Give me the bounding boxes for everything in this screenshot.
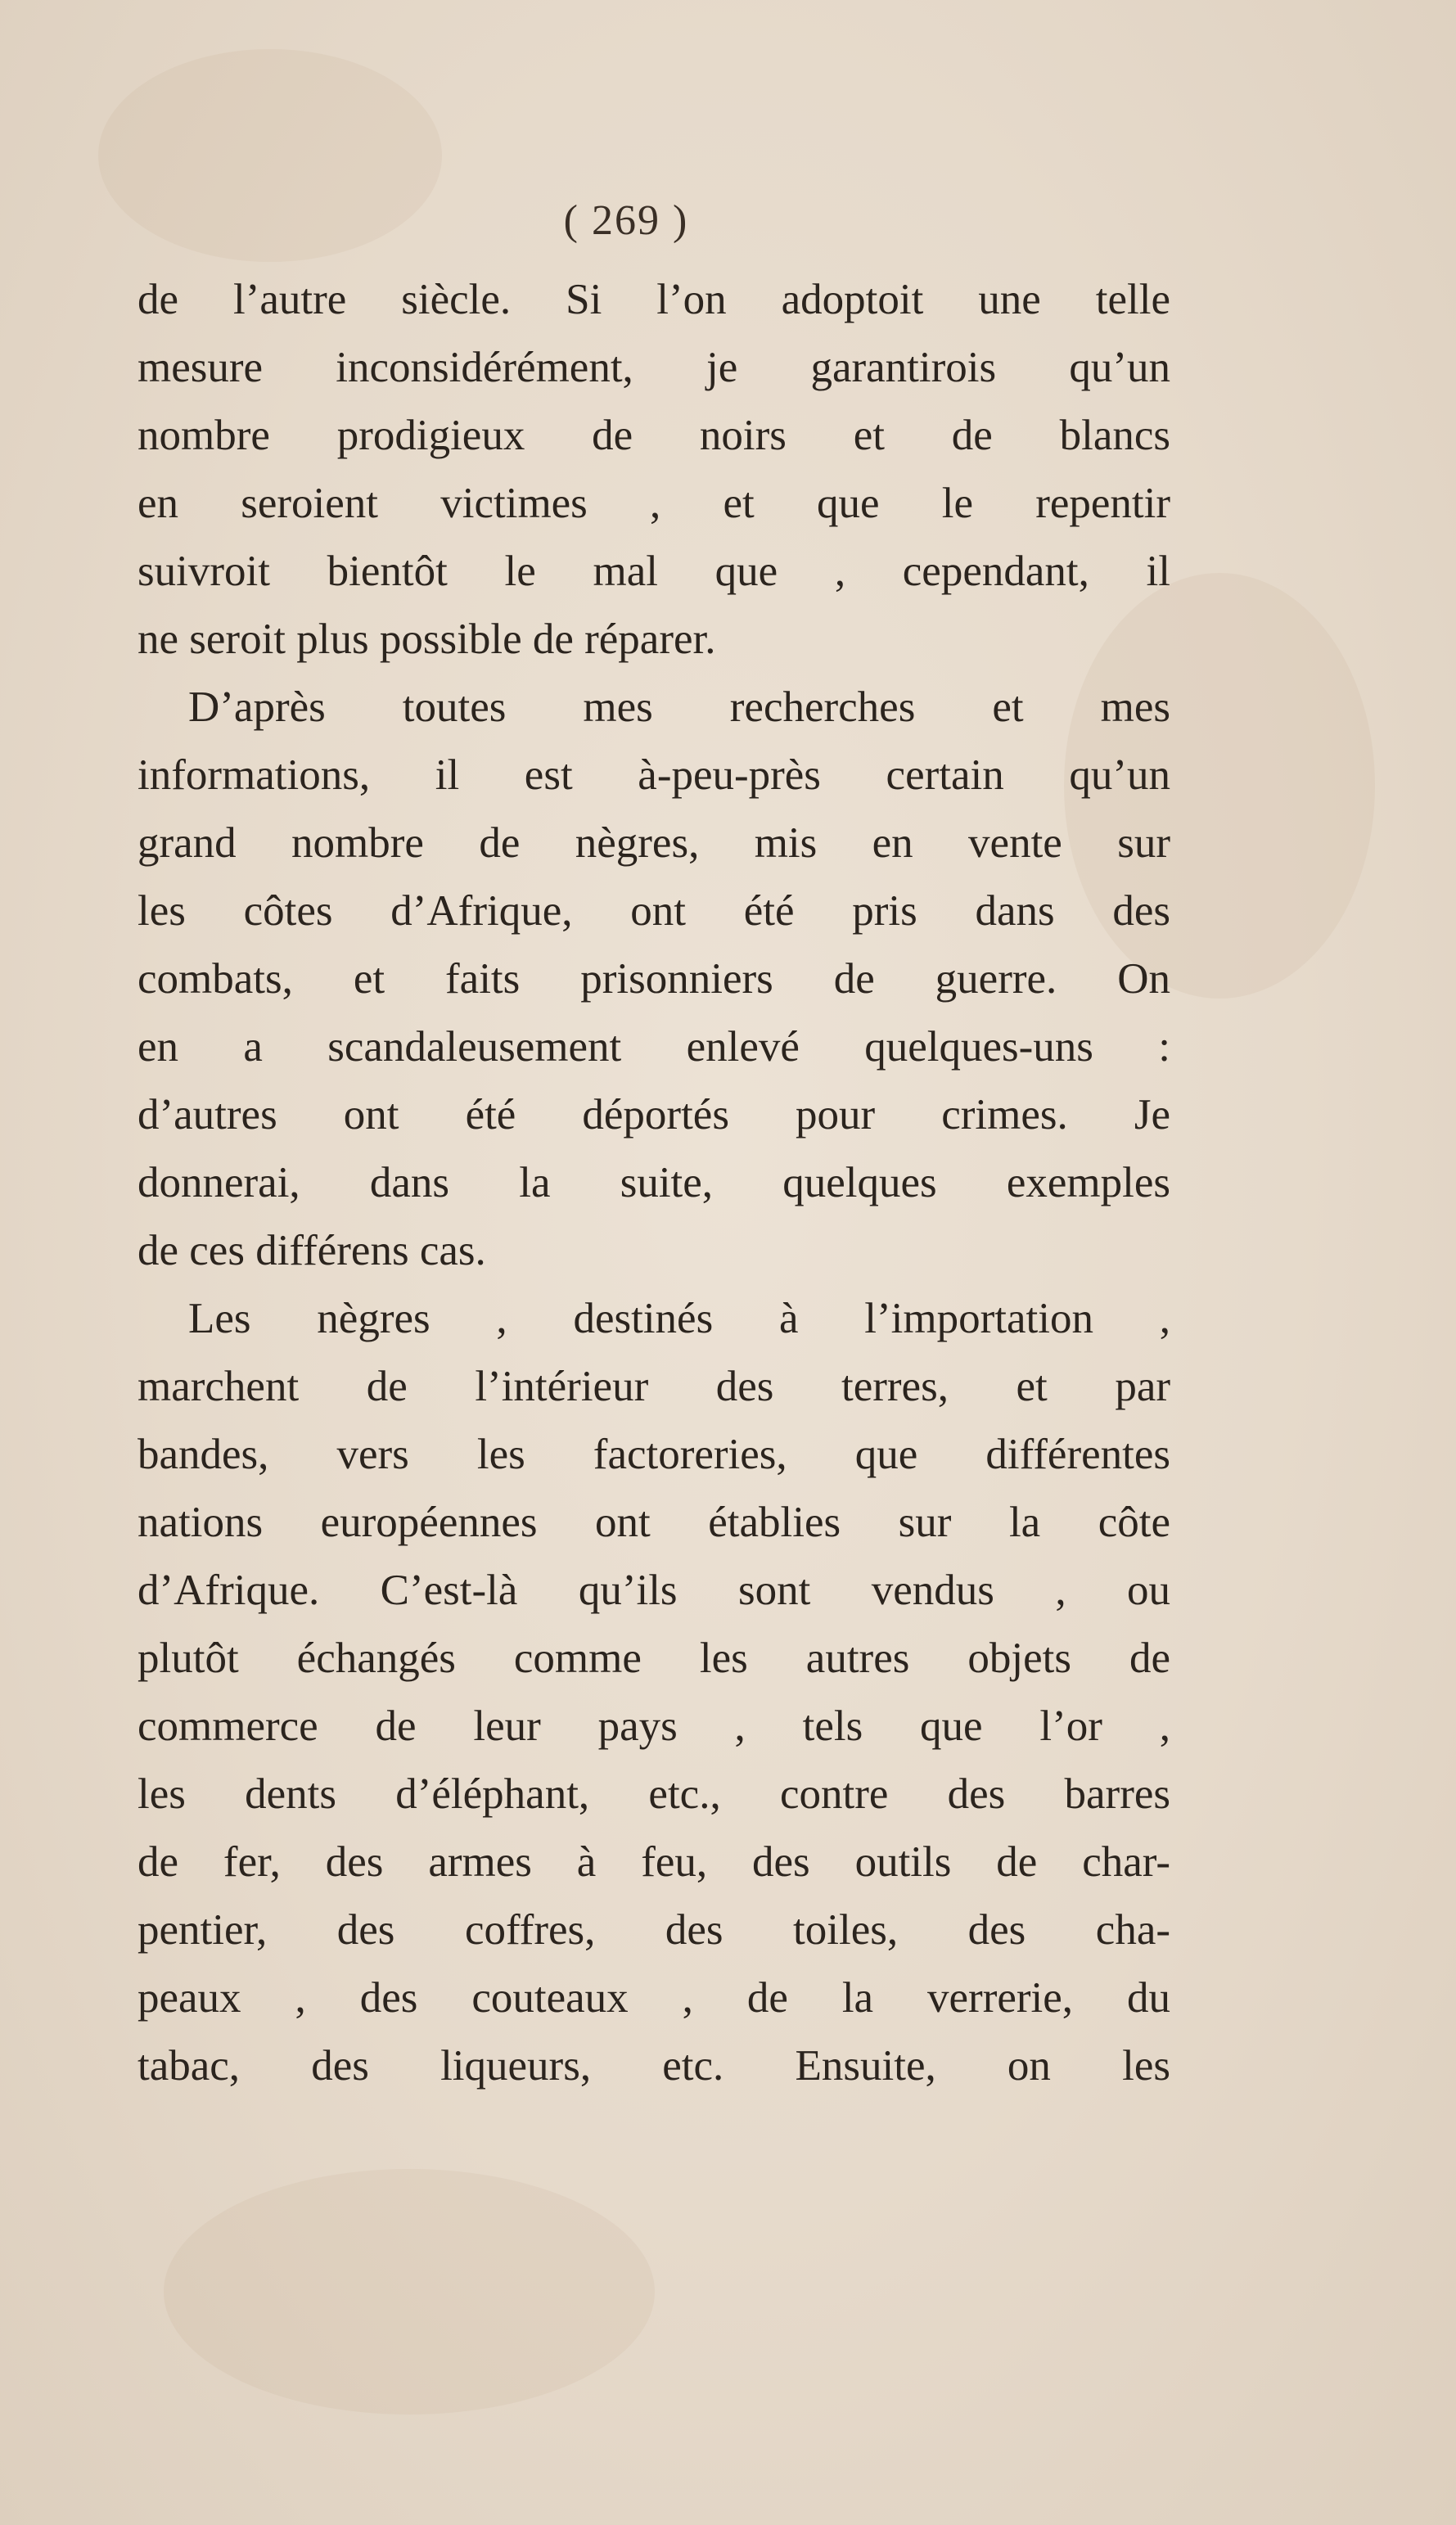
text-line: les côtes d’Afrique, ont été pris dans des bbox=[137, 887, 1170, 935]
text-line: de ces différens cas. bbox=[137, 1227, 486, 1274]
body-text bbox=[137, 266, 1170, 2100]
text-line: plutôt échangés comme les autres objets de bbox=[137, 1634, 1170, 1682]
text-line: d’Afrique. C’est-là qu’ils sont vendus , ou bbox=[137, 1567, 1170, 1614]
text-line: bandes, vers les factoreries, que différentes bbox=[137, 1431, 1170, 1478]
text-line: nombre prodigieux de noirs et de blancs bbox=[137, 412, 1170, 459]
text-line: informations, il est à-peu-près certain qu’un bbox=[137, 751, 1170, 799]
text-line: pentier, des coffres, des toiles, des cha- bbox=[137, 1906, 1170, 1954]
text-line: peaux , des couteaux , de la verrerie, du bbox=[137, 1974, 1170, 2022]
text-line: combats, et faits prisonniers de guerre. On bbox=[137, 955, 1170, 1003]
text-line: mesure inconsidérément, je garantirois qu’un bbox=[137, 344, 1170, 391]
text-line: marchent de l’intérieur des terres, et par bbox=[137, 1363, 1170, 1410]
text-line: tabac, des liqueurs, etc. Ensuite, on les bbox=[137, 2042, 1170, 2090]
text-line: suivroit bientôt le mal que , cependant, il bbox=[137, 548, 1170, 595]
text-line: donnerai, dans la suite, quelques exemples bbox=[137, 1159, 1170, 1206]
text-line: de fer, des armes à feu, des outils de char- bbox=[137, 1838, 1170, 1886]
text-line: grand nombre de nègres, mis en vente sur bbox=[137, 819, 1170, 867]
text-line: nations européennes ont établies sur la côte bbox=[137, 1499, 1170, 1546]
text-line: ne seroit plus possible de réparer. bbox=[137, 615, 716, 663]
text-line: en a scandaleusement enlevé quelques-uns : bbox=[137, 1023, 1170, 1071]
text-line: en seroient victimes , et que le repentir bbox=[137, 480, 1170, 527]
text-line: commerce de leur pays , tels que l’or , bbox=[137, 1702, 1170, 1750]
text-line: d’autres ont été déportés pour crimes. Je bbox=[137, 1091, 1170, 1139]
text-line: D’après toutes mes recherches et mes bbox=[188, 683, 1170, 731]
paper-stain bbox=[164, 2169, 655, 2415]
text-line: Les nègres , destinés à l’importation , bbox=[188, 1295, 1170, 1342]
text-line: les dents d’éléphant, etc., contre des barres bbox=[137, 1770, 1170, 1818]
page-number: ( 269 ) bbox=[563, 197, 689, 244]
text-line: de l’autre siècle. Si l’on adoptoit une telle bbox=[137, 276, 1170, 323]
